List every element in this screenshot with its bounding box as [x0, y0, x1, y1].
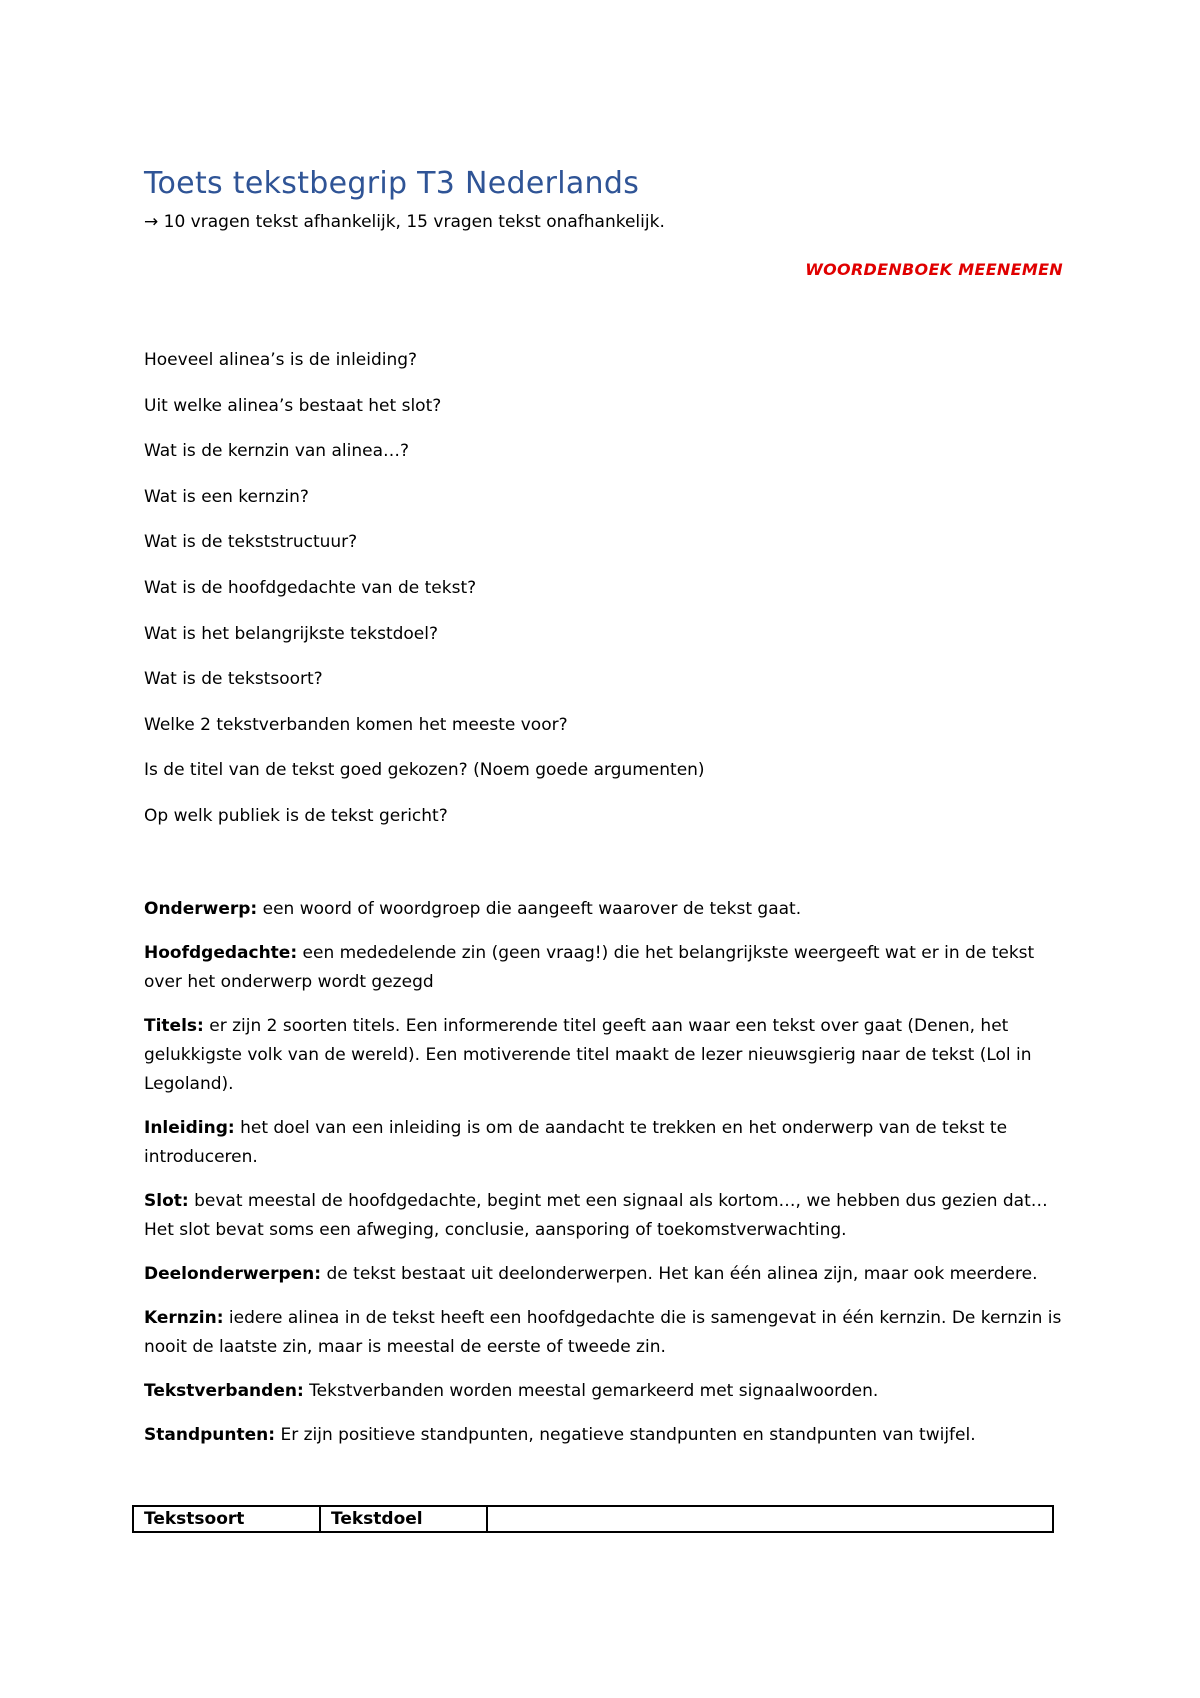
question-item: Hoeveel alinea’s is de inleiding? — [144, 350, 418, 370]
document-title: Toets tekstbegrip T3 Nederlands — [144, 166, 640, 201]
definition-list — [144, 895, 1070, 1465]
table-header-row — [133, 1506, 1053, 1532]
definition-item — [144, 1114, 1070, 1172]
definition-item — [144, 1377, 1070, 1406]
definition-item — [144, 1187, 1070, 1245]
definition-text: Er zijn positieve standpunten, negatieve standpunten en standpunten van twijfel. — [275, 1425, 976, 1445]
question-list — [144, 348, 705, 850]
definition-text: een mededelende zin (geen vraag!) die het belangrijkste weergeeft wat er in de tekst over het onderwerp wordt gezegd — [144, 943, 1035, 992]
document-subtitle: → 10 vragen tekst afhankelijk, 15 vragen tekst onafhankelijk. — [144, 212, 665, 232]
text-type-table — [132, 1505, 1054, 1533]
table-header-cell: Tekstdoel — [320, 1506, 487, 1532]
definition-term: Tekstverbanden: — [144, 1381, 304, 1401]
question-item: Wat is de kernzin van alinea…? — [144, 441, 410, 462]
definition-term: Deelonderwerpen: — [144, 1264, 322, 1284]
definition-item — [144, 895, 1070, 924]
definition-item — [144, 1012, 1070, 1099]
question-item: Wat is de tekstsoort? — [144, 669, 323, 690]
question-item: Op welk publiek is de tekst gericht? — [144, 805, 448, 826]
dictionary-warning: WOORDENBOEK MEENEMEN — [805, 260, 1063, 279]
definition-term: Hoofdgedachte: — [144, 943, 298, 963]
definition-term: Inleiding: — [144, 1118, 235, 1138]
question-item: Uit welke alinea’s bestaat het slot? — [144, 395, 442, 416]
definition-item — [144, 939, 1070, 997]
definition-text: er zijn 2 soorten titels. Een informerende titel geeft aan waar een tekst over gaat (Denen, het gelukkigste volk van de wereld). Een motiverende titel maakt de lezer nieuwsgierig naar de tekst (Lol in Legoland). — [144, 1016, 1032, 1094]
definition-term: Kernzin: — [144, 1308, 224, 1328]
definition-term: Titels: — [144, 1016, 204, 1036]
definition-text: iedere alinea in de tekst heeft een hoofdgedachte die is samengevat in één kernzin. De kernzin is nooit de laatste zin, maar is meestal de eerste of tweede zin. — [144, 1308, 1062, 1357]
definition-text: een woord of woordgroep die aangeeft waarover de tekst gaat. — [257, 899, 802, 919]
table-header-cell — [487, 1506, 1053, 1532]
question-item: Wat is het belangrijkste tekstdoel? — [144, 623, 439, 644]
definition-item — [144, 1421, 1070, 1450]
definition-text: bevat meestal de hoofdgedachte, begint met een signaal als kortom…, we hebben dus gezien dat… Het slot bevat soms een afweging, conclusie, aansporing of toekomstverwachting. — [144, 1191, 1048, 1240]
question-item: Welke 2 tekstverbanden komen het meeste voor? — [144, 714, 568, 735]
definition-text: Tekstverbanden worden meestal gemarkeerd met signaalwoorden. — [303, 1381, 879, 1401]
definition-term: Onderwerp: — [144, 899, 258, 919]
definition-text: het doel van een inleiding is om de aandacht te trekken en het onderwerp van de tekst te introduceren. — [144, 1118, 1008, 1167]
definition-item — [144, 1260, 1070, 1289]
definition-term: Slot: — [144, 1191, 189, 1211]
definition-text: de tekst bestaat uit deelonderwerpen. Het kan één alinea zijn, maar ook meerdere. — [321, 1264, 1038, 1284]
table-header-cell: Tekstsoort — [133, 1506, 320, 1532]
question-item: Wat is de hoofdgedachte van de tekst? — [144, 577, 477, 598]
definition-term: Standpunten: — [144, 1425, 276, 1445]
definition-item — [144, 1304, 1070, 1362]
question-item: Is de titel van de tekst goed gekozen? (Noem goede argumenten) — [144, 760, 705, 781]
question-item: Wat is de tekststructuur? — [144, 532, 358, 553]
question-item: Wat is een kernzin? — [144, 486, 309, 507]
